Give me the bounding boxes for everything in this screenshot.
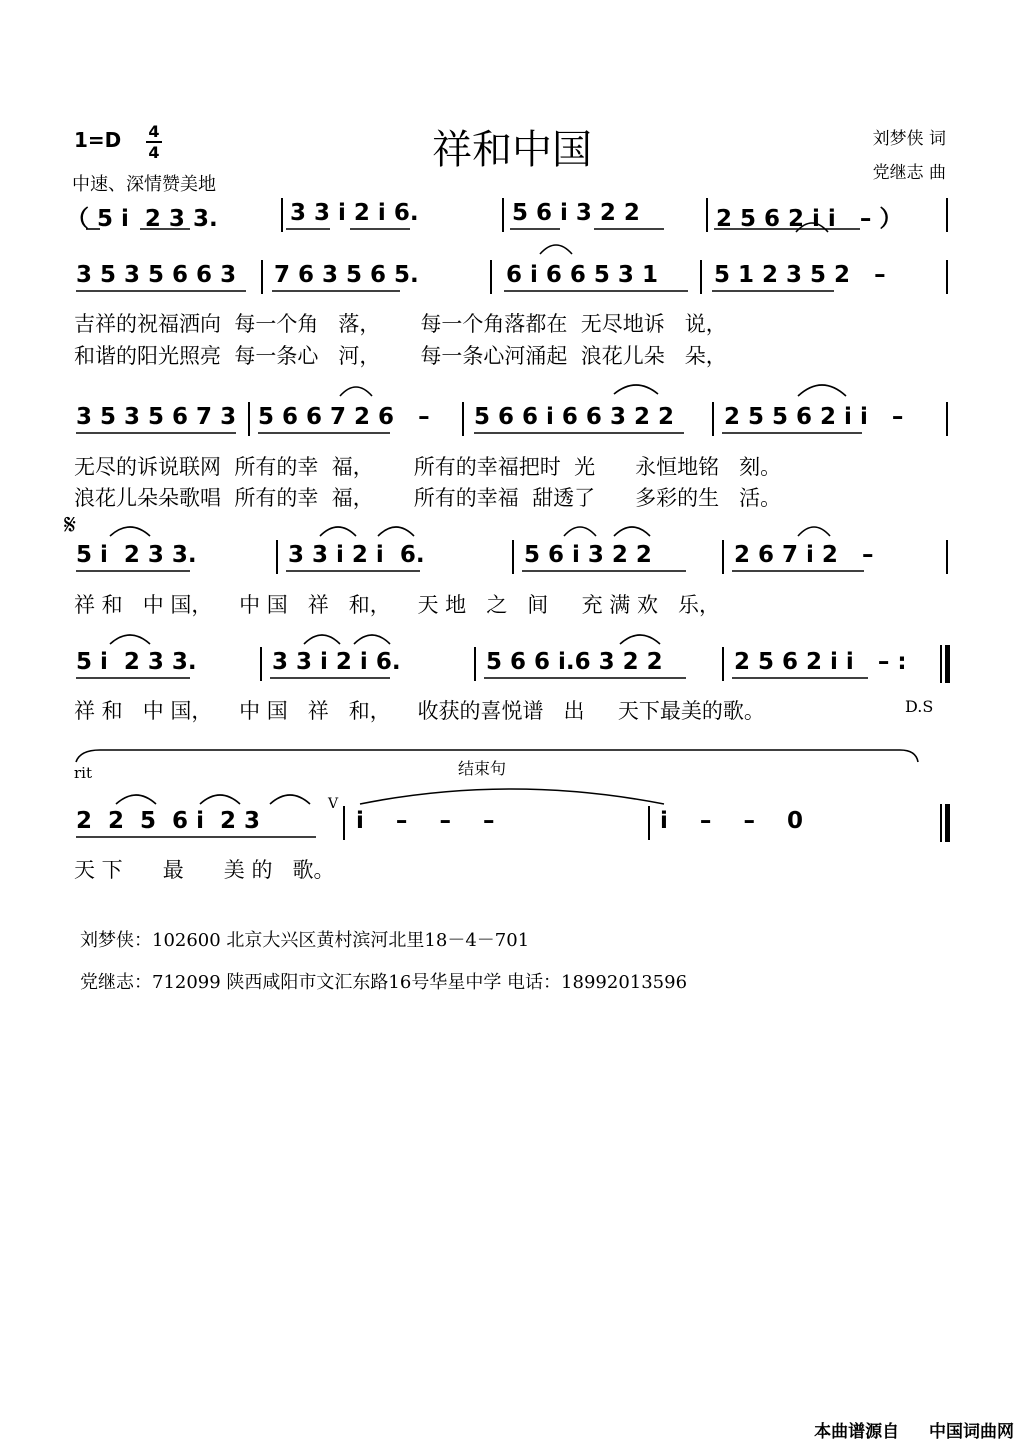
final-barline-thick [945, 804, 950, 842]
measure: 5 6 6 i.6 3 2 2 [486, 649, 663, 675]
barline [722, 540, 724, 574]
barline [343, 806, 345, 840]
footer-source-label: 本曲谱源自 [814, 1422, 900, 1442]
slur [340, 387, 372, 396]
repeat-barline-thick [945, 645, 950, 683]
slur [110, 635, 150, 644]
ds-marking: D.S [905, 697, 934, 716]
slur [200, 795, 240, 804]
lyric-line: 天 下 最 美 的 歌。 [74, 858, 335, 882]
final-barline-thin [940, 804, 942, 842]
measure: 3 5 3 5 6 6 3 [76, 262, 237, 288]
slur [354, 635, 390, 644]
lyricist-credit: 刘梦侠 词 [872, 129, 946, 149]
measure: 6 i 6 6 5 3 1 [506, 262, 658, 288]
measure: 5 1 2 3 5 2 – [714, 262, 886, 288]
measure: 3 3 i 2 i 6. [290, 200, 419, 226]
measure: 2 5 6 2 i i – : [734, 649, 907, 675]
measure: 3 5 3 5 6 7 3 [76, 404, 237, 430]
measure: 7 6 3 5 6 5. [274, 262, 419, 288]
measure: 5 6 i 3 2 2 [524, 542, 652, 568]
measure: i – – – [356, 808, 495, 834]
footer-source [814, 1417, 1014, 1442]
time-top: 4 [148, 122, 160, 141]
barline [712, 402, 714, 436]
slur [110, 527, 150, 536]
measure: 3 3 i 2 i 6. [272, 649, 401, 675]
page-title: 祥和中国 [432, 127, 592, 173]
segno-sign: 𝄋 [64, 508, 77, 541]
barline [946, 260, 948, 294]
measure: 2 2 5 6 i 2 3 [76, 808, 260, 834]
lyricist-address: 刘梦侠：102600 北京大兴区黄村滨河北里18－4－701 [80, 930, 530, 951]
lyric-line: 吉祥的祝福洒向 每一个角 落， 每一个角落都在 无尽地诉 说， [74, 312, 727, 336]
measure: 3 3 i 2 i 6. [288, 542, 425, 568]
lyric-line: 无尽的诉说联网 所有的幸 福， 所有的幸福把时 光 永恒地铭 刻。 [74, 455, 782, 479]
footer-site-name: 中国词曲网 [929, 1422, 1014, 1442]
measure: 2 5 6 2 i i – ） [716, 206, 903, 232]
barline [706, 198, 708, 232]
measure: 2 5 5 6 2 i i – [724, 404, 904, 430]
barline [248, 402, 250, 436]
barline [512, 540, 514, 574]
measure: （ 5 i 2 3 3. [66, 206, 218, 232]
barline [700, 260, 702, 294]
tempo-marking: 中速、深情赞美地 [72, 174, 216, 195]
lyric-line: 和谐的阳光照亮 每一条心 河， 每一条心河涌起 浪花儿朵 朵， [74, 344, 727, 368]
rit-marking: rit [74, 764, 92, 782]
slur [614, 527, 650, 536]
ending-label: 结束句 [458, 759, 507, 778]
composer-address: 党继志：712099 陕西咸阳市文汇东路16号华星中学 电话：18992013596 [80, 972, 688, 993]
barline [946, 402, 948, 436]
composer-credit: 党继志 曲 [872, 163, 946, 183]
lyric-line: 祥 和 中 国， 中 国 祥 和， 收获的喜悦谱 出 天下最美的歌。 [74, 699, 765, 723]
measure: 5 i 2 3 3. [76, 649, 197, 675]
repeat-barline-thin [940, 645, 942, 683]
measure: 5 6 i 3 2 2 [512, 200, 640, 226]
barline [946, 198, 948, 232]
measure: 5 6 6 7 2 6 – [258, 404, 430, 430]
slur [614, 385, 658, 394]
slur [798, 385, 846, 396]
barline [261, 260, 263, 294]
lyric-line: 祥 和 中 国， 中 国 祥 和， 天 地 之 间 充 满 欢 乐， [74, 593, 720, 617]
slur [540, 245, 572, 254]
barline [281, 198, 283, 232]
barline [260, 647, 262, 681]
barline [462, 402, 464, 436]
slur [304, 635, 340, 644]
slur [320, 527, 356, 536]
measure: 5 i 2 3 3. [76, 542, 197, 568]
barline [946, 540, 948, 574]
measure: 2 6 7 i 2 – [734, 542, 874, 568]
breath-mark: V [328, 796, 339, 812]
barline [722, 647, 724, 681]
slur [564, 527, 596, 536]
time-bottom: 4 [146, 141, 162, 162]
slur [360, 789, 664, 804]
measure: 5 6 6 i 6 6 3 2 2 [474, 404, 674, 430]
slur [378, 527, 414, 536]
slur [798, 527, 830, 536]
slur [270, 795, 310, 804]
lyric-line: 浪花儿朵朵歌唱 所有的幸 福， 所有的幸福 甜透了 多彩的生 活。 [74, 486, 782, 510]
barline [502, 198, 504, 232]
barline [276, 540, 278, 574]
measure: i – – 0 [660, 808, 803, 834]
barline [490, 260, 492, 294]
slur [620, 635, 660, 644]
slur [116, 795, 156, 804]
barline [474, 647, 476, 681]
key-signature: 1=D [74, 128, 122, 152]
barline [648, 806, 650, 840]
